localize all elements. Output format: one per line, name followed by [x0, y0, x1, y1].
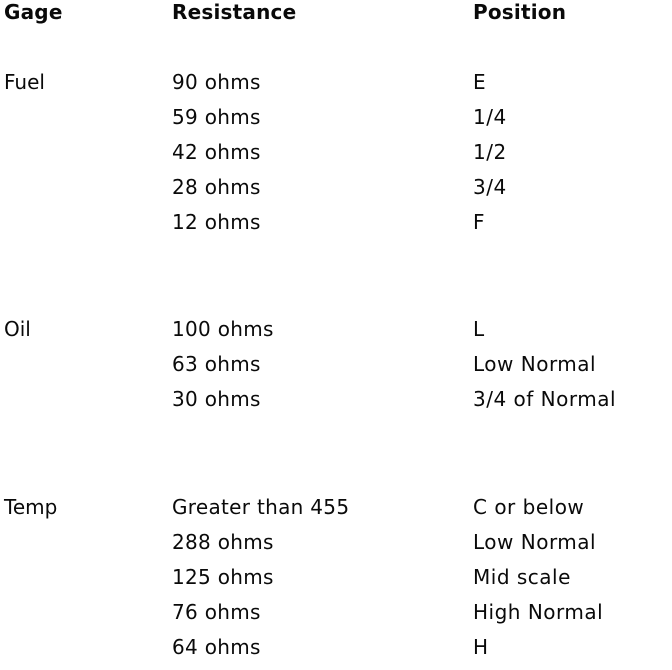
gage-name-oil: Oil [4, 317, 31, 341]
resistance-cell: 64 ohms [172, 635, 261, 659]
resistance-cell: 100 ohms [172, 317, 274, 341]
header-gage: Gage [4, 0, 63, 24]
table-row [0, 70, 672, 105]
table-header [0, 0, 672, 30]
resistance-cell: 42 ohms [172, 140, 261, 164]
table-row [0, 600, 672, 635]
resistance-cell: 59 ohms [172, 105, 261, 129]
resistance-cell: 90 ohms [172, 70, 261, 94]
position-cell: Mid scale [473, 565, 571, 589]
resistance-cell: 288 ohms [172, 530, 274, 554]
resistance-cell: Greater than 455 [172, 495, 350, 519]
gage-name-fuel: Fuel [4, 70, 45, 94]
table-row [0, 140, 672, 175]
resistance-cell: 28 ohms [172, 175, 261, 199]
position-cell: High Normal [473, 600, 604, 624]
table-row [0, 387, 672, 422]
table-row [0, 565, 672, 600]
position-cell: 3/4 [473, 175, 507, 199]
resistance-cell: 76 ohms [172, 600, 261, 624]
header-resistance: Resistance [172, 0, 297, 24]
header-position: Position [473, 0, 567, 24]
table-row [0, 210, 672, 245]
position-cell: 1/4 [473, 105, 507, 129]
table-row [0, 175, 672, 210]
position-cell: E [473, 70, 487, 94]
resistance-cell: 125 ohms [172, 565, 274, 589]
position-cell: F [473, 210, 486, 234]
gage-name-temp: Temp [4, 495, 58, 519]
position-cell: H [473, 635, 489, 659]
table-row [0, 352, 672, 387]
resistance-cell: 63 ohms [172, 352, 261, 376]
table-row [0, 105, 672, 140]
table-row [0, 635, 672, 670]
position-cell: 1/2 [473, 140, 507, 164]
table-row [0, 495, 672, 530]
position-cell: C or below [473, 495, 585, 519]
table-row [0, 530, 672, 565]
position-cell: Low Normal [473, 352, 597, 376]
position-cell: 3/4 of Normal [473, 387, 617, 411]
table-row [0, 317, 672, 352]
position-cell: Low Normal [473, 530, 597, 554]
position-cell: L [473, 317, 485, 341]
resistance-cell: 30 ohms [172, 387, 261, 411]
resistance-cell: 12 ohms [172, 210, 261, 234]
